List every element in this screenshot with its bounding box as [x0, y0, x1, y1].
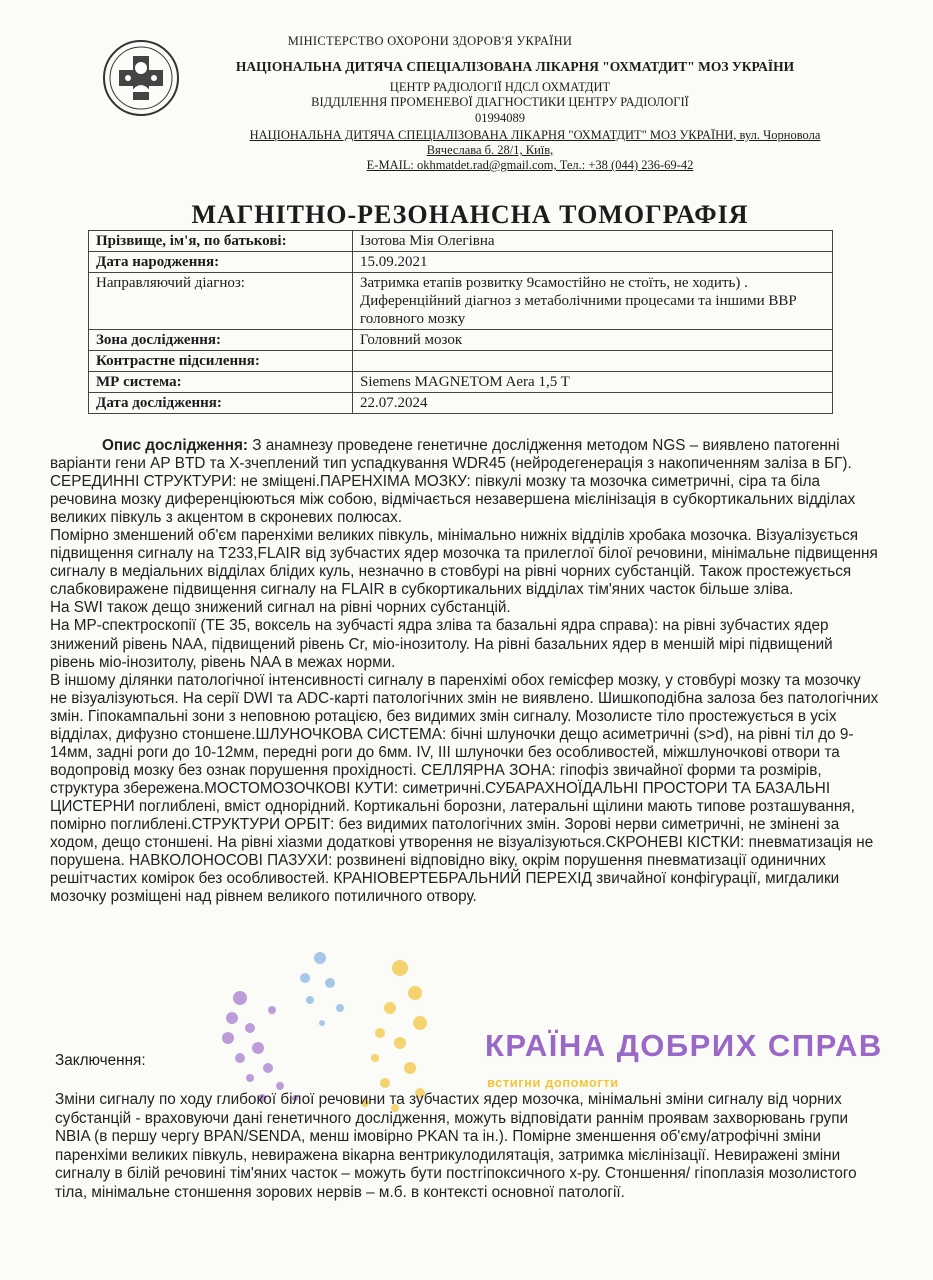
description-paragraph: СЕРЕДИННІ СТРУКТУРИ: не зміщені.ПАРЕНХІМА МОЗКУ: півкулі мозку та мозочка симетричні, сіра та біла речовина мозку диференціюються між собою, відмічається незавершена мієлінізація в субкортикальних відділах великих півкуль з акцентом в скроневих полюсах.	[50, 473, 856, 527]
description-paragraph: На SWI також дещо знижений сигнал на рівні чорних субстанцій.	[50, 599, 511, 617]
watermark-title: КРАЇНА ДОБРИХ СПРАВ	[485, 1028, 883, 1063]
description-intro-text: З анамнезу проведене генетичне дослідження методом NGS – виявлено патогенні варіанти гени АР BTD та Х-зчеплений тип успадкування WDR45 (нейродегенерація з накопиченням заліза в БГ).	[50, 437, 852, 473]
study-date-value: 22.07.2024	[353, 393, 833, 414]
referral-diagnosis-label: Направляючий діагноз:	[89, 273, 353, 330]
study-description	[50, 437, 880, 906]
description-intro	[50, 437, 880, 473]
description-heading: Опис дослідження:	[102, 437, 248, 454]
document-title: МАГНІТНО-РЕЗОНАНСНА ТОМОГРАФІЯ	[191, 200, 749, 229]
description-paragraph: На МР-спектроскопії (ТЕ 35, воксель на зубчасті ядра зліва та базальні ядра справа): на рівні зубчастих ядер знижений рівень NAA, підвищений рівень Cr, міо-інозитолу. На рівні базальних ядер в меншій мірі підвищений рівень міо-інозитолу, рівень NAA в межах норми.	[50, 617, 833, 671]
patient-info-table	[88, 230, 833, 414]
study-zone-label: Зона дослідження:	[89, 330, 353, 351]
patient-name-value: Ізотова Мія Олегівна	[353, 231, 833, 252]
address-line-2: Вячеслава б. 28/1, Київ,	[426, 143, 554, 157]
conclusion-heading: Заключення:	[55, 1052, 146, 1069]
study-date-label: Дата дослідження:	[89, 393, 353, 414]
institution-code: 01994089	[475, 111, 525, 125]
hospital-name: НАЦІОНАЛЬНА ДИТЯЧА СПЕЦІАЛІЗОВАНА ЛІКАРНЯ "ОХМАТДИТ" МОЗ УКРАЇНИ	[235, 59, 795, 74]
mr-system-label: МР система:	[89, 372, 353, 393]
description-paragraph: В іншому ділянки патологічної інтенсивності сигналу в паренхімі обох гемісфер мозку, у стовбурі мозку та мозочку не візуалізуються. На серії DWI та ADC-карті патологічних змін не виявлено. Шишкоподібна залоза без патологічних змін. Гіпокампальні зони з неповною ротацією, без видимих змін сигналу. Мозолисте тіло простежується в усіх відділах, дифузно стоншене.ШЛУНОЧКОВА СИСТЕМА: бічні шлуночки дещо асиметричні (s>d), на рівні тіл до 9-14мм, задні роги до 10-12мм, передні роги до 6мм. IV, III шлуночки без особливостей, міжшлуночкові отвори та водопровід мозку без ознак порушення прохідності. СЕЛЛЯРНА ЗОНА: гіпофіз звичайної форми та розмірів, структура збережена.МОСТОМОЗОЧКОВІ КУТИ: симетричні.СУБАРАХНОЇДАЛЬНІ ПРОСТОРИ ТА БАЗАЛЬНІ ЦИСТЕРНИ поглиблені, вміст однорідний. Кортикальні борозни, латеральні щілини мають типове розташування, помірно поглиблені.СТРУКТУРИ ОРБІТ: без видимих патологічних змін. Зорові нерви симетричні, не змінені за ходом, дещо стоншені. На рівні хіазми додаткові утворення не візуалізуються.СКРОНЕВІ КІСТКИ: пневматизація не порушена. НАВКОЛОНОСОВІ ПАЗУХИ: розвинені відповідно віку, окрім порушення пневматизації одиничних решітчастих комірок без особливостей. КРАНІОВЕРТЕБРАЛЬНИЙ ПЕРЕХІД звичайної конфігурації, мигдалики мозочку розміщені над рівнем великого потиличного отвору.	[50, 671, 879, 906]
birth-date-value: 15.09.2021	[353, 252, 833, 273]
referral-diagnosis-value: Затримка етапів розвитку 9самостійно не стоїть, не ходить) . Диференційний діагноз з метаболічними процесами та іншими ВВР головного мозку	[353, 273, 833, 330]
table-row	[89, 393, 833, 414]
department-name: ВІДДІЛЕННЯ ПРОМЕНЕВОЇ ДІАГНОСТИКИ ЦЕНТРУ РАДІОЛОГІЇ	[311, 95, 689, 109]
contact-line: E-MAIL: okhmatdet.rad@gmail.com, Тел.: +38 (044) 236-69-42	[366, 158, 694, 172]
contrast-value	[353, 351, 833, 372]
table-row	[89, 273, 833, 330]
watermark-subtitle: встигни допомогти	[487, 1075, 619, 1090]
table-row	[89, 231, 833, 252]
ministry-line: МІНІСТЕРСТВО ОХОРОНИ ЗДОРОВ'Я УКРАЇНИ	[287, 34, 573, 48]
hospital-logo-icon	[96, 38, 186, 118]
address-line-1: НАЦІОНАЛЬНА ДИТЯЧА СПЕЦІАЛІЗОВАНА ЛІКАРНЯ "ОХМАТДИТ" МОЗ УКРАЇНИ, вул. Чорновола	[249, 128, 821, 142]
birth-date-label: Дата народження:	[89, 252, 353, 273]
description-paragraph: Помірно зменшений об'єм паренхіми великих півкуль, мінімально нижніх відділів хробака мозочка. Візуалізується підвищення сигналу на Т233,FLAIR від зубчастих ядер мозочка та прилеглої білої речовини, мінімальне підвищення сигналу в медіальних відділах блідих куль, незначно в стовбурі на рівні чорних субстанцій. Також простежується слабковиражене підвищення сигналу на FLAIR в субкортикальних відділах тім'яних часток більше зліва.	[50, 527, 878, 599]
table-row	[89, 252, 833, 273]
mr-system-value: Siemens MAGNETOM Aera 1,5 T	[353, 372, 833, 393]
table-row	[89, 372, 833, 393]
conclusion-text: Зміни сигналу по ходу глибокої білої речовини та зубчастих ядер мозочка, мінімальні зміни сигналу від чорних субстанцій - враховуючи дані генетичного дослідження, можуть відповідати раннім проявам захворювань групи NBIA (в першу чергу BPAN/SENDA, менш імовірно PKAN та ін.). Помірне зменшення об'єму/атрофічні зміни паренхіми великих півкуль, невиражена вікарна вентрикулодилятація, затримка мієлінізації. Невиражені зміни сигналу в білій речовині тім'яних часток – можуть бути постгіпоксичного х-ру. Стоншення/ гіпоплазія мозолистого тіла, мінімальне стоншення зорових нервів – м.б. в контексті основної патології.	[55, 1091, 857, 1201]
contrast-label: Контрастне підсилення:	[89, 351, 353, 372]
study-zone-value: Головний мозок	[353, 330, 833, 351]
table-row	[89, 351, 833, 372]
patient-name-label: Прізвище, ім'я, по батькові:	[89, 231, 353, 252]
center-name: ЦЕНТР РАДІОЛОГІЇ НДСЛ ОХМАТДИТ	[389, 80, 611, 94]
table-row	[89, 330, 833, 351]
